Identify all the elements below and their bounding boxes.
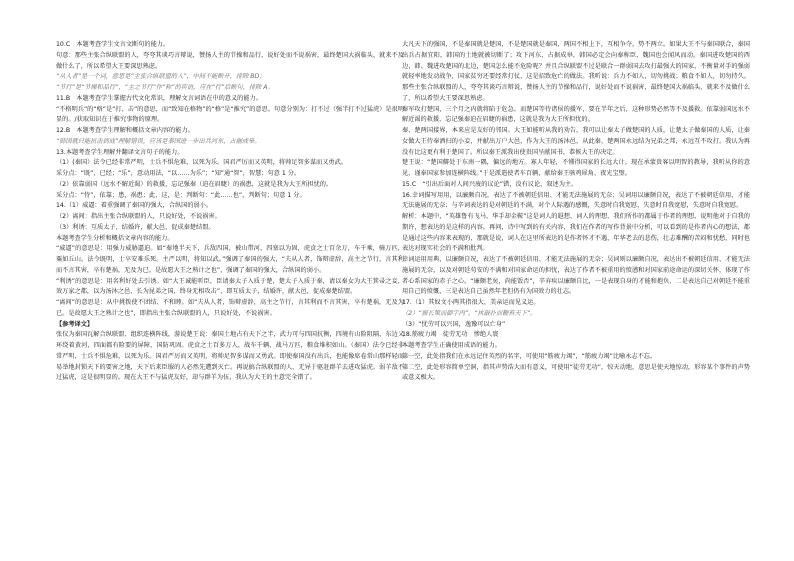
- right-paragraph: 18.筋疲力竭 徒劳无功 惨绝人寰: [402, 331, 499, 339]
- left-paragraph: （3）利诱：互质太子，结婚许，献大邑，促成秦楚结盟。: [56, 223, 215, 231]
- right-paragraph: 第一空，此处指我们在永远记住英烈的名字，可使用“筋疲力竭”，“筋疲力竭”比喻永志不忘。: [402, 352, 657, 360]
- right-paragraph: （2）“振长策而御宇内”，“执敲扑而鞭笞天下”。: [402, 309, 537, 317]
- left-paragraph: “离间”的意思是：从中挑拨使不团结、不和睦。如“夫从人者，饰辩虚辞，高主之节行，言其利而不言其害，卒有楚祸，无及为已。是故愿大王之熟计之也”，即指出主张合纵联盟的人，只说好处，不说祸害。: [56, 299, 404, 317]
- right-paragraph: 幸词运用用典，以廉颇自况，表达了不被朝廷信用、才能无法施展的无奈；吴词则以廉颇自况，表达出不被朝廷信用、才能无法施展的无奈，以及对朝廷苟安的不满和对国家命运的担忧，表达了作者不被重用的愤懑和对国家前途命运的深切关怀，体现了作者心系国家的赤子之心。“廉颇老矣，尚能饭否”，辛弃疾以廉颇自比，一是表现自身的才能和抱负，二是表达自己对朝廷不能重用自己的愤慨，三是表达自己虽然年老但仍有为国效力的壮志。: [402, 256, 750, 296]
- left-paragraph: 采分点：“恃”，依靠；患，祸患；此，这，是：判断句：“此……也”，判断句；句意 1 分。: [56, 191, 306, 199]
- left-paragraph: “从人者”是一个词，意思是“主张合纵联盟的人”，中间不能断开，排除 BD；: [56, 73, 266, 81]
- left-paragraph: “利诱”的意思是：用名利好处去引诱。如“大王诚能听臣，臣请秦太子入质于楚，楚太子入质于秦，请以秦女为大王箕帚之妾，效万家之都，以为汤沐之邑，长为昆弟之国，终身无相攻击”，即互质太子，结婚许，献大邑，促成秦楚结盟。: [56, 277, 404, 296]
- right-paragraph: 17.（1）其奴文小两其指很大，美亲运而见义运。: [402, 299, 540, 306]
- left-paragraph: （2）依靠弱国（远水不解近渴）的救援，忘记强秦（迫在眉睫）的祸患，这就是我为大王所担忧的。: [56, 180, 333, 188]
- right-paragraph: 楚王说：“楚国僻处于东南一隅，偏远的地方。寡人年轻，不懂得国家的长远大计。现在承蒙贵客以明智的教导，我听从你的意见，谨奉国家参加连横阵线。”于是派遣使者车百辆，献给秦王骇鸡犀角、夜光宝璧。: [402, 159, 750, 177]
- left-paragraph: （1）(秦国）法令已经非常严明，士兵不惧危难，以死为乐。国君严厉而又英明，将帅足智多谋而又勇武。: [56, 159, 347, 167]
- right-paragraph: 15.C “引出后面对人间兴废的议论”错，没有议论，叙述为主。: [402, 180, 578, 188]
- right-paragraph: 本题考查学生正确使用成语的能力。: [402, 342, 501, 349]
- left-paragraph: “韩国就只能抗击到底”理解错误，应该是秦国进一步出兵河东，占据成皋。: [56, 137, 261, 145]
- right-paragraph: 大凡天下的强国，不是秦国就是楚国，不是楚国就是秦国，两国不相上下，互相争夺，势不两立。如果大王不与秦国联合，秦国出兵占据宜阳，韩国的土地就被切断了；攻下河东，占据成皋，韩国必定会向秦称臣，魏国也会闻风而动。秦国进攻楚国的西边，韩、魏进攻楚国的北边，楚国怎么能不危险呢？并且合纵联盟不过是联合一群弱国去攻打最强大的国家，不衡量对手的强弱就轻率地发动战争，国家贫穷还要经常打仗，这是招致危亡的做法。我听说：兵力不如人，切勿挑战；粮食不如人，切勿持久。那些主张合纵联盟的人，夸夸其谈巧言辩说，赞扬人主的节操和品行，说好处而不说祸害，最终楚国大祸临头，就来不及做什么了，所以希望大王要深思熟虑。: [402, 41, 750, 102]
- left-paragraph: 12.B 本题考查学生理解和概括文章内容的能力。: [56, 127, 194, 134]
- right-paragraph: 16.幸词描写用用，以廉颇自况，表达了不被朝廷信用、才能无法施展的无奈；吴词用以廉颇自况，表达了不被朝廷信用、才能无法施展的无奈；与辛词表达的是对朝廷的不满，对个人际遇的感慨，失意时自我宽慰，失意时自我宽慰，失意时自我宽慰。: [402, 191, 750, 210]
- left-paragraph: 13.本题考查学生理解并翻译文言句子的能力。: [56, 148, 184, 156]
- left-column: [56, 40, 404, 384]
- left-paragraph: “威逼”的意思是：用强力威胁逼迫。如“秦地半天下，兵敌四国，被山带河，四塞以为固，虎贲之士百余万，车千乘，骑万匹，粟如丘山。法令既明，士卒安难乐死。主严以明，将知以武。”强调了秦国的强大，“夫从人者，饰辩虚辞，高主之节行，言其利而不言其害，卒有楚祸，无及为已。是故愿大王之熟计之也”，强调了秦国的强大，合纵国的弱小。: [56, 245, 404, 274]
- left-paragraph: 张仪为秦国瓦解合纵联盟、组织连横阵线，游说楚王说：秦国土地占有天下之半，武力可与四国抗衡，四境有山险阻隔，东边又环绕着黄河，四面都有险要的屏障，国防巩固。虎贲之士百多万人，战车千辆，战马万匹，粮食堆积如山。（秦国）法令已经非常严明，士兵不惧危难，以死为乐。国君严厉而又英明，将帅足智多谋而又勇武。即使秦国没有出兵，也能像席卷常山那样轻而易举地封锁天下的要害之地，天下后来臣服的人必然先遭到灭亡。再说搞合纵联盟的人，无异于驱赶群羊去进攻猛虎。弱羊敌不过猛虎，这是很明显的。现在大王不与猛虎友好，却与群羊为伍，我认为大王的主意完全错了。: [56, 331, 404, 382]
- left-paragraph: 14.（1）威逼：着重强调了秦国的强大，合纵国的弱小。: [56, 202, 213, 210]
- left-paragraph: 11.B 本题考查学生掌握古代文化常识，理解文言词语在中的意义的能力。: [56, 94, 262, 102]
- right-paragraph: 第二空，此处形容简单空洞，指其声势浩大而有意义，可使用“徒劳无功”，惊天动地，意思是使天地惊动，形容某个事件的声势或意义极大。: [402, 363, 750, 382]
- right-paragraph: （3）“忧劳可以兴国，逸豫可以亡身”: [402, 320, 506, 328]
- left-paragraph: 采分点：“既”，已经；“乐”，意动用法，“以……为乐”；“知”通“智”，智慧；句意 1 分。: [56, 170, 301, 177]
- right-column: [402, 40, 750, 384]
- right-paragraph: 秦军攻打楚国，三个月之内就将陷于危急。而楚国等待诸侯的援军，要在半年之后，这种形势必然等不及援救。依靠弱国远水不解近渴的救援，忘记强秦迫在眉睫的祸患，这就是我为大王所担忧的。: [402, 105, 750, 124]
- left-paragraph: 句意：那些主张合纵联盟的人，夸夸其谈巧言辩说，赞扬人主的节操和品行，说好处而不说祸害，最终楚国大祸临头，就来不及做什么了，所以希望大王要深思熟虑。: [56, 51, 404, 70]
- right-paragraph: 秦、楚两国接界，本来应是友好的邻国。大王如能听从我的劝告，我可以让秦太子做楚国的人质，让楚太子做秦国的人质，让秦女做大王侍奉洒扫的小妾，并献出万户大邑，作为大王的汤沐邑，从此秦、楚两国永远结为兄弟之邦，永远互不攻打。我认为再没有比这更有利于楚国了。所以秦王派我出使贵国呈献国书，恭候大王的决定。: [402, 127, 750, 156]
- right-paragraph: 解析：本题中，“英雄鲁有飞马，华手却金鞍”这是词人的遐想、词人的理想，我们所作的都属于作者的理想，说明他对于自我的期许，想表达的是这样的内容。再问，诗中写到的有关内容，我们在作者的写作背景中分析，可以看到的是作者内心的想法，都是通过这些内容来表现的，那就是说，词人在这里所表达的是作者怀才不遇，年华老去的悲伤，壮志难酬的苦闷和忧愁，同时也表达对现实社会的不满和批判。: [402, 213, 750, 253]
- left-paragraph: 本题考查学生分析和概括文章内容的能力。: [56, 234, 174, 242]
- left-paragraph: （2）离间：指出主张合纵联盟的人，只说好处，不说祸害。: [56, 213, 221, 220]
- left-paragraph: 【参考译文】: [56, 320, 94, 328]
- left-paragraph: 10.C 本题考查学生文言文断句的能力。: [56, 41, 170, 48]
- left-paragraph: “节行”是“节操和品行”，“主之节行”作“称”的宾语，应在“行”后断句，排除 A。: [56, 84, 274, 91]
- left-paragraph: “不格明兵”的“格”是“打、击”的意思，而“致知在格物”的“格”是“推究”的意思。句意分别为：打不过（强半打不过猛虎）是很明显的。/获取知识在于推究事物的原理。: [56, 105, 404, 124]
